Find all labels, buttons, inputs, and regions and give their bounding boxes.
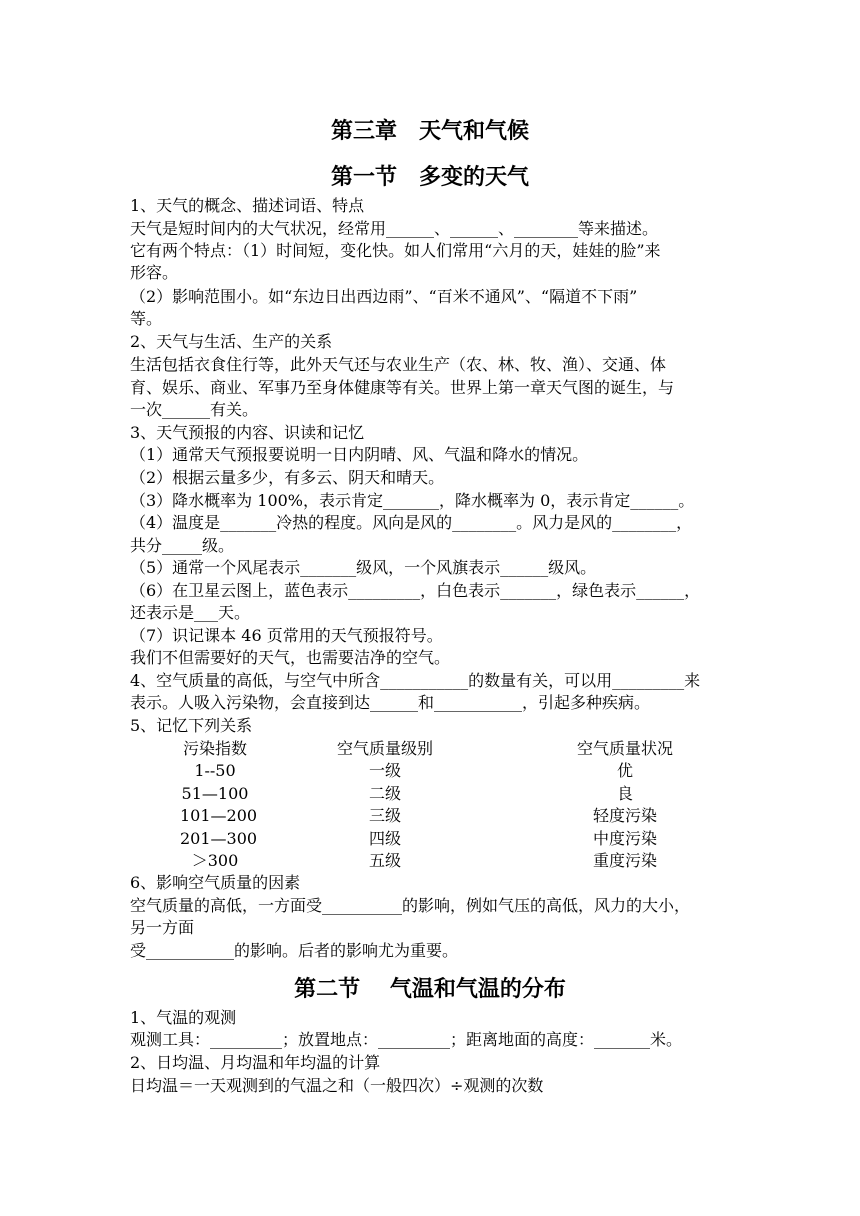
text-line: 形容。 (130, 263, 179, 282)
text-line: 共分_____级。 (130, 536, 235, 555)
text-line: 日均温＝一天观测到的气温之和（一般四次）÷观测的次数 (130, 1076, 544, 1095)
table-header: 空气质量级别 (336, 739, 433, 758)
table-cell: 101—200 (180, 806, 258, 825)
text-line: 空气质量的高低，一方面受__________的影响，例如气压的高低，风力的大小， (130, 896, 691, 915)
heading-3: 3、天气预报的内容、识读和记忆 (130, 423, 365, 442)
table-cell: ＞300 (191, 851, 239, 870)
table-cell: 五级 (368, 851, 401, 870)
text-line: 天气是短时间内的大气状况，经常用______、______、________等来描述。 (130, 219, 659, 238)
table-row (130, 783, 730, 805)
table-cell: 一级 (368, 761, 401, 780)
heading-6: 6、影响空气质量的因素 (130, 873, 301, 892)
section-title: 第一节 多变的天气 (330, 164, 529, 190)
table-cell: 1--50 (194, 761, 236, 780)
table-header-row (130, 738, 730, 760)
text-line: 一次______有关。 (130, 400, 259, 419)
text-line: 受___________的影响。后者的影响尤为重要。 (130, 941, 459, 960)
table-header: 空气质量状况 (576, 739, 673, 758)
table-cell: 中度污染 (592, 829, 657, 848)
table-cell: 优 (616, 761, 633, 780)
text-line: 我们不但需要好的天气，也需要洁净的空气。 (130, 648, 451, 667)
table-row (130, 760, 730, 782)
text-line: （2）根据云量多少，有多云、阴天和晴天。 (130, 468, 445, 487)
table-cell: 四级 (368, 829, 401, 848)
text-line: （3）降水概率为 100%，表示肯定_______，降水概率为 0，表示肯定______。 (130, 491, 695, 510)
text-line: （4）温度是_______冷热的程度。风向是风的________。风力是风的________， (130, 513, 693, 532)
table-row (130, 850, 730, 872)
text-line: 还表示是___天。 (130, 603, 251, 622)
text-line: 生活包括衣食住行等，此外天气还与农业生产（农、林、牧、渔）、交通、体 (130, 355, 667, 374)
heading-2: 2、天气与生活、生产的关系 (130, 332, 333, 351)
table-cell: 轻度污染 (592, 806, 657, 825)
text-line: 它有两个特点：（1）时间短，变化快。如人们常用“六月的天，娃娃的脸”来 (130, 241, 661, 260)
table-cell: 良 (616, 784, 633, 803)
table-cell: 二级 (368, 784, 401, 803)
heading-1: 1、气温的观测 (130, 1008, 237, 1027)
text-line: （1）通常天气预报要说明一日内阴晴、风、气温和降水的情况。 (130, 445, 589, 464)
table-cell: 51—100 (181, 784, 249, 803)
text-line: 观测工具：_________；放置地点：_________；距离地面的高度：_______米。 (130, 1030, 683, 1049)
table-cell: 三级 (368, 806, 401, 825)
text-line: 育、娱乐、商业、军事乃至身体健康等有关。世界上第一章天气图的诞生，与 (130, 378, 675, 397)
section-title: 第二节 气温和气温的分布 (294, 976, 566, 1002)
text-line: 表示。人吸入污染物，会直接到达______和___________，引起多种疾病。 (130, 693, 651, 712)
table-row (130, 828, 730, 850)
table-cell: 重度污染 (592, 851, 657, 870)
text-line: 另一方面 (130, 918, 195, 937)
text-line: （7）识记课本 46 页常用的天气预报符号。 (130, 626, 443, 645)
table-header: 污染指数 (182, 739, 247, 758)
table-row (130, 805, 730, 827)
heading-4: 4、空气质量的高低，与空气中所含___________的数量有关，可以用_________来 (130, 671, 701, 690)
heading-1: 1、天气的概念、描述词语、特点 (130, 196, 365, 215)
text-line: （5）通常一个风尾表示_______级风，一个风旗表示______级风。 (130, 558, 597, 577)
heading-5: 5、记忆下列关系 (130, 716, 253, 735)
text-line: （6）在卫星云图上，蓝色表示_________，白色表示_______，绿色表示______， (130, 581, 701, 600)
heading-2: 2、日均温、月均温和年均温的计算 (130, 1053, 381, 1072)
chapter-title: 第三章 天气和气候 (330, 118, 529, 144)
table-cell: 201—300 (180, 829, 258, 848)
text-line: （2）影响范围小。如“东边日出西边雨”、“百米不通风”、“隔道不下雨” (130, 287, 638, 306)
text-line: 等。 (130, 309, 163, 328)
